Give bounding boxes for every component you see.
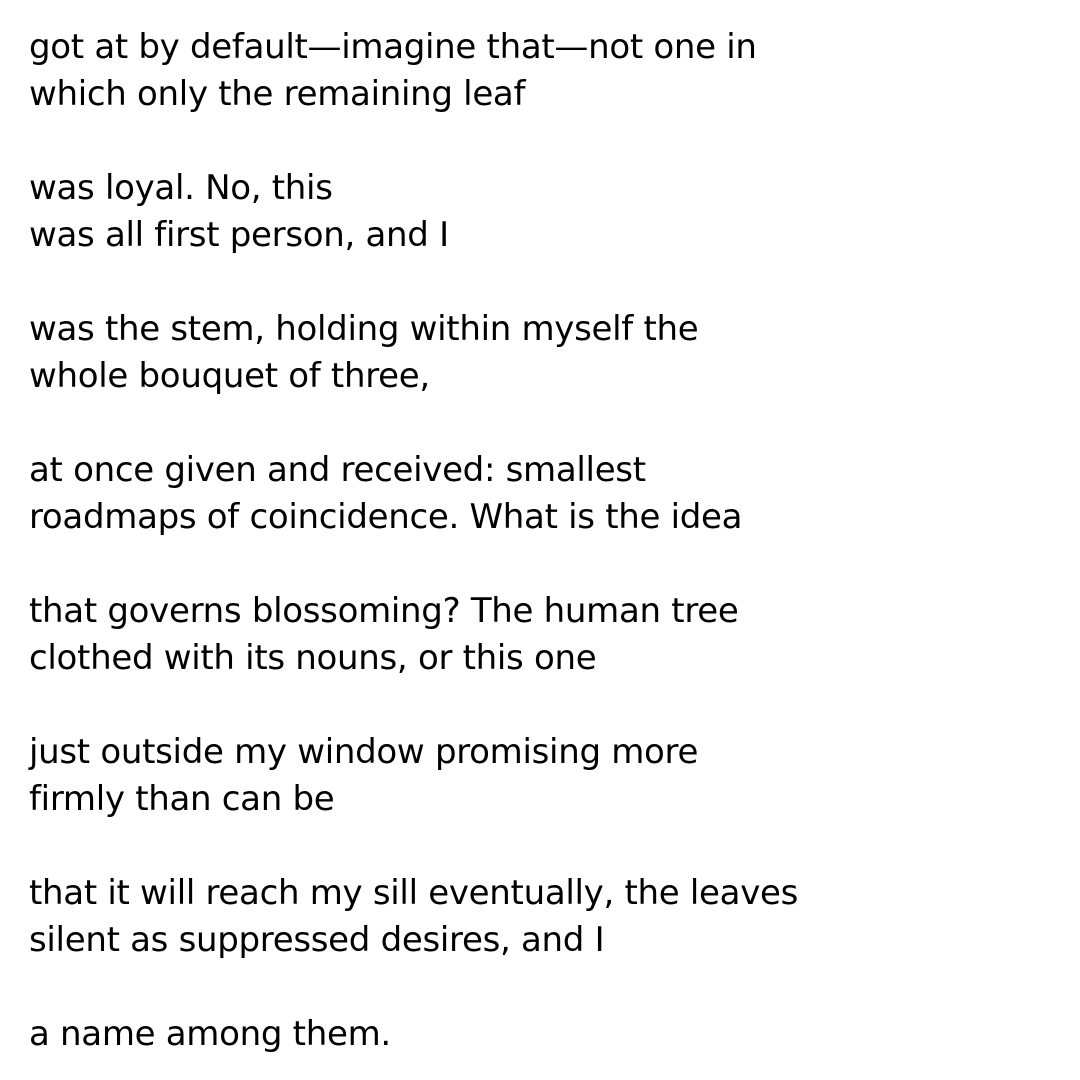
- poem-line: got at by default—imagine that—not one in: [29, 27, 757, 67]
- stanza: [29, 165, 1059, 259]
- poem-line: that governs blossoming? The human tree: [29, 591, 739, 631]
- stanza: [29, 306, 1059, 400]
- poem-line: was all first person, and I: [29, 215, 449, 255]
- stanza: [29, 729, 1059, 823]
- poem-line: a name among them.: [29, 1014, 391, 1054]
- stanza: [29, 24, 1059, 118]
- poem-line: which only the remaining leaf: [29, 74, 526, 114]
- stanza: [29, 870, 1059, 964]
- poem-line: firmly than can be: [29, 779, 335, 819]
- stanza: [29, 1011, 1059, 1058]
- poem-line: silent as suppressed desires, and I: [29, 920, 605, 960]
- poem-line: that it will reach my sill eventually, the leaves: [29, 873, 799, 913]
- poem-line: was the stem, holding within myself the: [29, 309, 699, 349]
- stanza: [29, 447, 1059, 541]
- poem-line: whole bouquet of three,: [29, 356, 430, 396]
- poem-line: clothed with its nouns, or this one: [29, 638, 597, 678]
- poem-line: was loyal. No, this: [29, 168, 333, 208]
- poem-line: roadmaps of coincidence. What is the idea: [29, 497, 743, 537]
- poem-line: just outside my window promising more: [29, 732, 699, 772]
- poem-line: at once given and received: smallest: [29, 450, 646, 490]
- stanza: [29, 588, 1059, 682]
